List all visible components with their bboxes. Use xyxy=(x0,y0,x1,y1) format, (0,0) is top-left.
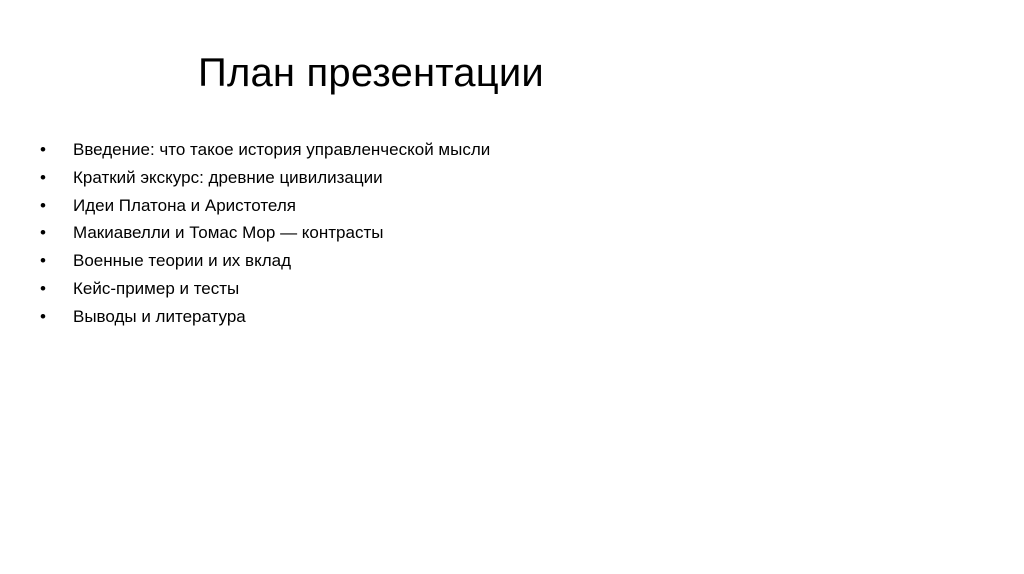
bullet-icon: • xyxy=(40,140,46,159)
slide-title: План презентации xyxy=(198,51,544,95)
list-item-text: Введение: что такое история управленческой мысли xyxy=(73,140,491,159)
bullet-icon: • xyxy=(40,223,46,243)
list-item-text: Кейс-пример и тесты xyxy=(73,278,240,298)
list-item-text: Макиавелли и Томас Мор — контрасты xyxy=(73,223,384,243)
list-item-text: Краткий экскурс: древние цивилизации xyxy=(73,167,383,187)
list-item-text: Военные теории и их вклад xyxy=(73,251,291,271)
bullet-icon: • xyxy=(40,251,46,271)
bullet-icon: • xyxy=(40,278,46,298)
list-item-text: Идеи Платона и Аристотеля xyxy=(73,195,296,215)
list-item-text: Выводы и литература xyxy=(73,306,246,326)
bullet-icon: • xyxy=(40,195,46,215)
bullet-icon: • xyxy=(40,167,46,187)
bullet-icon: • xyxy=(40,306,46,326)
